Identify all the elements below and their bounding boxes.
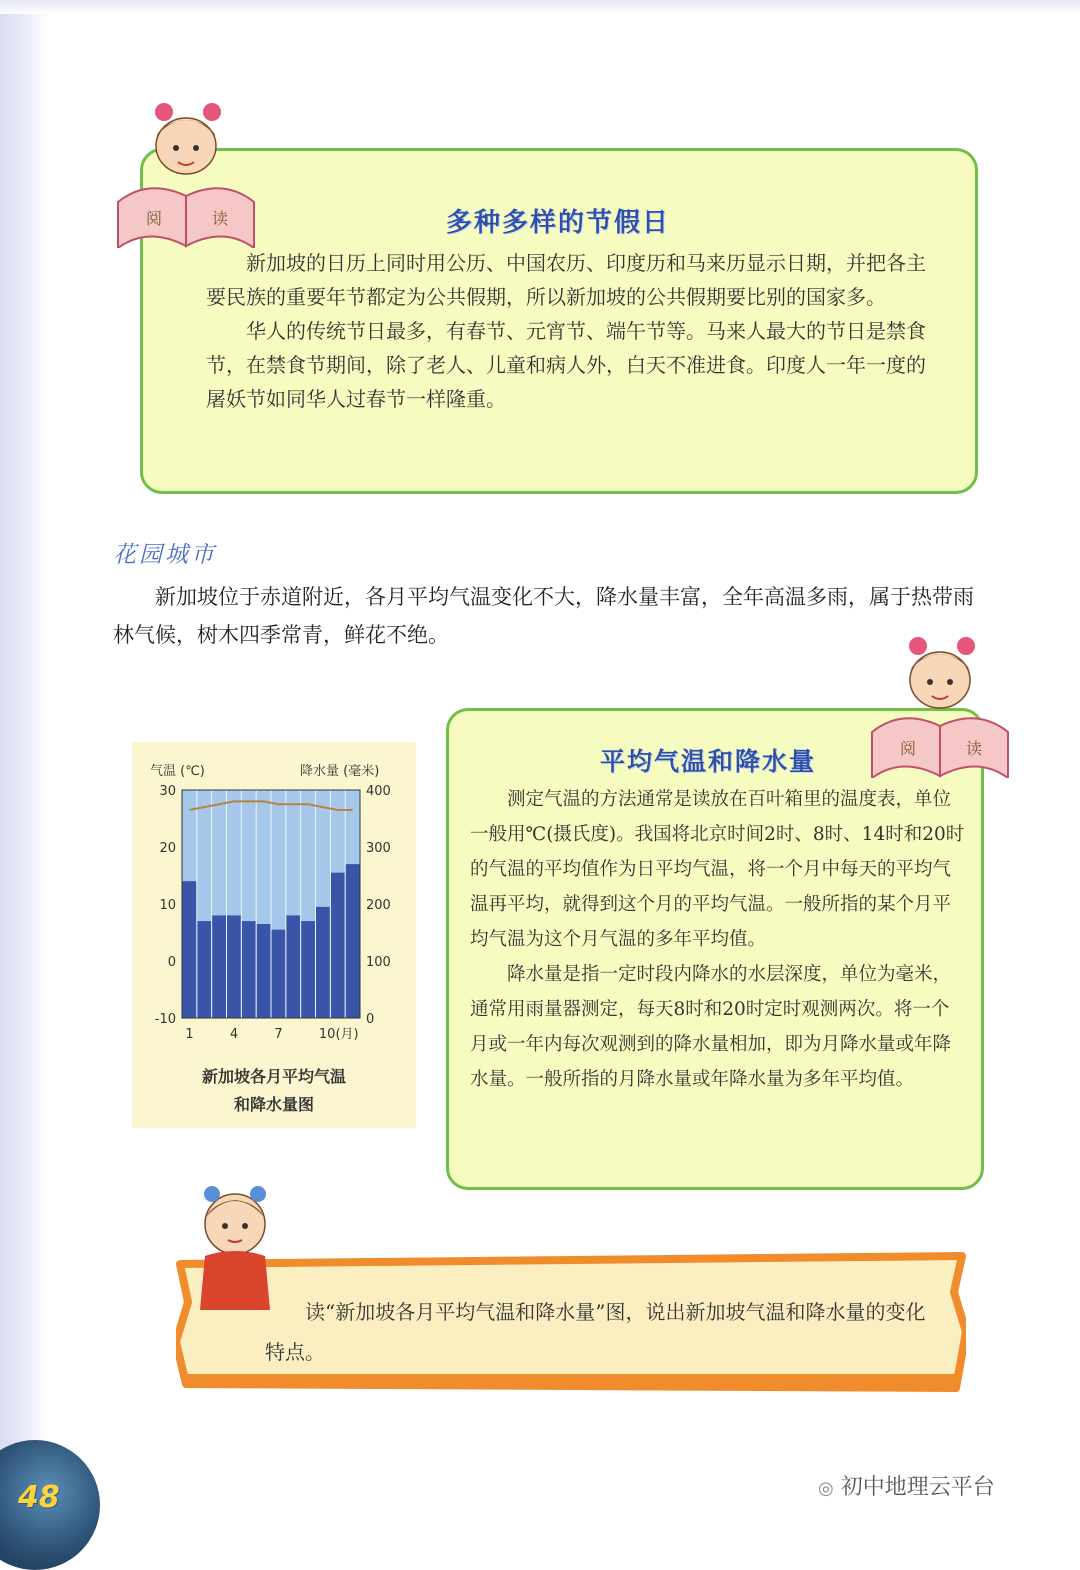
- badge-char: 阅: [900, 739, 917, 758]
- x-tick-label: 4: [229, 1027, 239, 1042]
- precipitation-bar: [197, 921, 211, 1018]
- precipitation-bar: [212, 915, 226, 1018]
- badge-char: 阅: [146, 209, 163, 228]
- activity-text: 读“新加坡各月平均气温和降水量”图，说出新加坡气温和降水量的变化特点。: [265, 1300, 926, 1364]
- left-tick-label: 0: [167, 955, 176, 970]
- reading-girl-illustration: [108, 98, 268, 248]
- left-tick-label: -10: [154, 1012, 176, 1027]
- right-tick-label: 100: [366, 955, 391, 970]
- precipitation-bar: [242, 921, 256, 1018]
- left-tick-label: 20: [159, 841, 176, 856]
- paragraph: 测定气温的方法通常是读放在百叶箱里的温度表，单位一般用℃(摄氏度)。我国将北京时间2时、8时、14时和20时的气温的平均值作为日平均气温，将一个月中每天的平均气温再平均，就得到这个月的平均气温。一般所指的某个月平均气温为这个月气温的多年平均值。: [470, 789, 965, 950]
- badge-char: 读: [966, 739, 983, 758]
- right-tick-label: 200: [366, 898, 391, 913]
- paragraph: 新加坡的日历上同时用公历、中国农历、印度历和马来历显示日期，并把各主要民族的重要年节都定为公共假期，所以新加坡的公共假期要比别的国家多。: [206, 251, 926, 309]
- left-tick-label: 10: [159, 898, 176, 913]
- page-number: 48: [18, 1480, 60, 1515]
- chart-caption-line: 和降水量图: [233, 1095, 314, 1114]
- reading-box-title: 多种多样的节假日: [446, 208, 671, 238]
- watermark-text: 初中地理云平台: [840, 1475, 995, 1500]
- climate-chart-panel: [132, 742, 416, 1128]
- x-tick-label: 7: [274, 1027, 283, 1042]
- right-tick-label: 400: [366, 784, 391, 799]
- precipitation-bar: [301, 921, 315, 1018]
- paragraph: 降水量是指一定时段内降水的水层深度，单位为毫米，通常用雨量器测定，每天8时和20时定时观测两次。将一个月或一年内每次观测到的降水量相加，即为月降水量或年降水量。一般所指的月降水量或年降水量为多年平均值。: [470, 964, 952, 1090]
- page-top-edge: [0, 0, 1080, 14]
- page-left-edge: [0, 0, 48, 1537]
- precipitation-bar: [331, 873, 345, 1018]
- precipitation-bar: [272, 930, 286, 1018]
- precipitation-bar: [286, 915, 300, 1018]
- badge-char: 读: [212, 209, 229, 228]
- x-tick-label: 10(月): [318, 1027, 359, 1042]
- reading-girl-illustration: [860, 628, 1020, 778]
- section-heading: 花园城市: [113, 542, 217, 568]
- precipitation-bar: [257, 924, 271, 1018]
- watermark: [818, 1470, 995, 1501]
- precipitation-bar: [227, 915, 241, 1018]
- section-paragraph: 新加坡位于赤道附近，各月平均气温变化不大，降水量丰富，全年高温多雨，属于热带雨林气候，树木四季常青，鲜花不绝。: [113, 585, 974, 647]
- x-tick-label: 1: [185, 1027, 194, 1042]
- climate-chart: [132, 742, 416, 1052]
- right-tick-label: 0: [366, 1012, 375, 1027]
- right-tick-label: 300: [366, 841, 391, 856]
- paragraph: 华人的传统节日最多，有春节、元宵节、端午节等。马来人最大的节日是禁食节，在禁食节期间，除了老人、儿童和病人外，白天不准进食。印度人一年一度的屠妖节如同华人过春节一样隆重。: [206, 319, 926, 411]
- reading-box-body: [206, 246, 936, 416]
- left-tick-label: 30: [159, 784, 176, 799]
- reading-box-title: 平均气温和降水量: [600, 747, 817, 776]
- chart-caption-line: 新加坡各月平均气温: [201, 1067, 346, 1086]
- right-axis-label: 降水量 (毫米): [300, 764, 380, 779]
- wechat-icon: ◎: [818, 1478, 834, 1499]
- precipitation-bar: [183, 881, 197, 1018]
- left-axis-label: 气温 (℃): [150, 764, 205, 779]
- precipitation-bar: [346, 864, 360, 1018]
- precipitation-bar: [316, 907, 330, 1018]
- reading-box-body: [470, 782, 966, 1097]
